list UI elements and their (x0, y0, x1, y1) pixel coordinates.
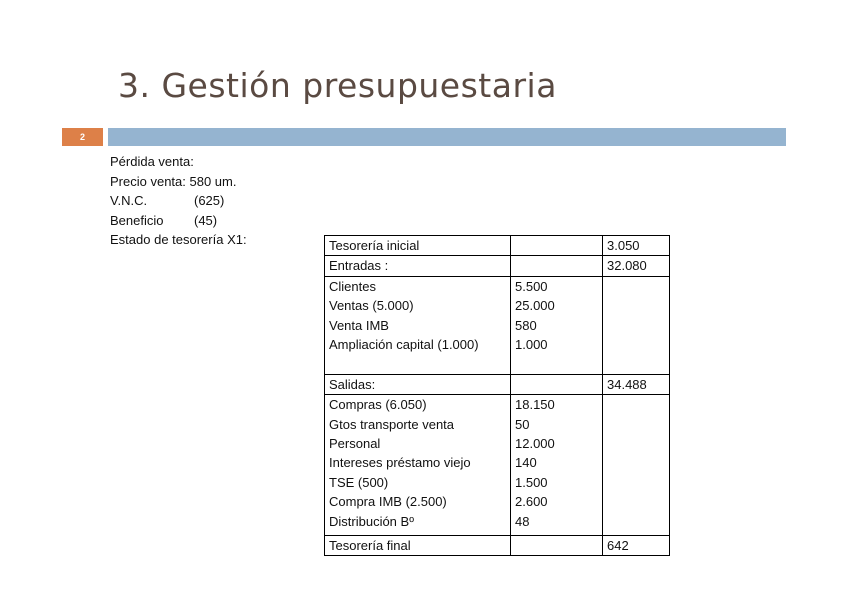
table-row (325, 473, 670, 492)
opening-total: 3.050 (603, 236, 670, 256)
table-row (325, 316, 670, 335)
outflow-item-label: Gtos transporte venta (325, 415, 511, 434)
table-row-spacer (325, 354, 670, 374)
slide-title: 3. Gestión presupuestaria (118, 66, 557, 105)
empty-cell (511, 536, 603, 556)
inflow-item-value: 580 (511, 316, 603, 335)
table-row (325, 453, 670, 472)
closing-total: 642 (603, 536, 670, 556)
note-benefit-value: (45) (194, 212, 218, 228)
empty-cell (603, 415, 670, 434)
table-row (325, 276, 670, 296)
inflows-label: Entradas : (325, 256, 511, 276)
inflow-item-label: Venta IMB (325, 316, 511, 335)
outflow-item-label: TSE (500) (325, 473, 511, 492)
empty-cell (603, 473, 670, 492)
note-benefit-row (110, 211, 247, 231)
empty-cell (603, 492, 670, 511)
outflows-label: Salidas: (325, 374, 511, 394)
empty-cell (511, 256, 603, 276)
note-sale-price: Precio venta: 580 um. (110, 173, 237, 189)
empty-cell (511, 354, 603, 374)
page-number-badge: 2 (62, 128, 103, 146)
empty-cell (603, 296, 670, 315)
note-vnc-row (110, 191, 247, 211)
outflow-item-value: 2.600 (511, 492, 603, 511)
outflow-item-label: Intereses préstamo viejo (325, 453, 511, 472)
outflow-item-label: Compras (6.050) (325, 395, 511, 415)
table-row-closing (325, 536, 670, 556)
note-vnc-label: V.N.C. (110, 193, 148, 208)
inflow-item-label: Ampliación capital (1.000) (325, 335, 511, 354)
note-lost-sale: Pérdida venta: (110, 154, 194, 169)
note-benefit-label: Beneficio (110, 212, 164, 228)
outflow-item-value: 48 (511, 512, 603, 531)
empty-cell (511, 374, 603, 394)
table-row (325, 492, 670, 511)
empty-cell (603, 354, 670, 374)
empty-cell (603, 434, 670, 453)
note-treasury-state: Estado de tesorería X1: (110, 232, 247, 247)
outflow-item-label: Compra IMB (2.500) (325, 492, 511, 511)
treasury-table (324, 235, 670, 556)
opening-label: Tesorería inicial (325, 236, 511, 256)
table-row (325, 434, 670, 453)
empty-cell (511, 236, 603, 256)
empty-cell (603, 512, 670, 531)
inflow-item-value: 1.000 (511, 335, 603, 354)
empty-cell (603, 395, 670, 415)
table-row-inflows-header (325, 256, 670, 276)
inflow-item-label: Ventas (5.000) (325, 296, 511, 315)
outflow-item-value: 12.000 (511, 434, 603, 453)
table-row (325, 512, 670, 531)
header-rule-bar (108, 128, 786, 146)
empty-cell (325, 354, 511, 374)
closing-label: Tesorería final (325, 536, 511, 556)
table-row-opening (325, 236, 670, 256)
outflow-item-value: 50 (511, 415, 603, 434)
inflow-item-value: 5.500 (511, 276, 603, 296)
note-vnc-value: (625) (194, 193, 225, 208)
notes-block (110, 152, 247, 250)
inflows-total: 32.080 (603, 256, 670, 276)
outflow-item-label: Personal (325, 434, 511, 453)
outflows-total: 34.488 (603, 374, 670, 394)
outflow-item-value: 1.500 (511, 473, 603, 492)
table-row (325, 415, 670, 434)
outflow-item-label: Distribución Bº (325, 512, 511, 531)
inflow-item-label: Clientes (325, 276, 511, 296)
outflow-item-value: 140 (511, 453, 603, 472)
table-row (325, 395, 670, 415)
outflow-item-value: 18.150 (511, 395, 603, 415)
empty-cell (603, 316, 670, 335)
inflow-item-value: 25.000 (511, 296, 603, 315)
table-row (325, 296, 670, 315)
empty-cell (603, 453, 670, 472)
table-row (325, 335, 670, 354)
empty-cell (603, 335, 670, 354)
table-row-outflows-header (325, 374, 670, 394)
empty-cell (603, 276, 670, 296)
